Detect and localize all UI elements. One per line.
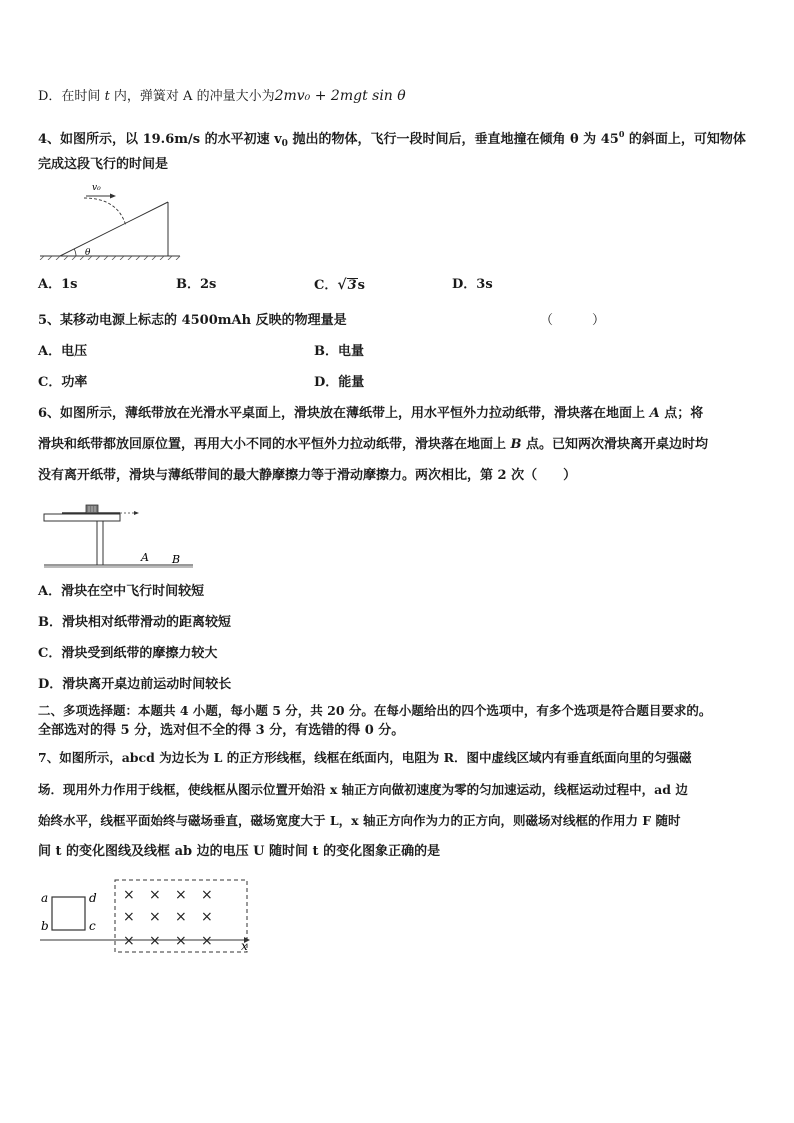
- q5-option-c: C．功率: [38, 375, 88, 390]
- q7-stem-line2: 场．现用外力作用于线框，使线框从图示位置开始沿 x 轴正方向做初速度为零的匀加速运动，线框运动过程中，ad 边: [38, 782, 688, 797]
- q4-option-c: C．√3s: [314, 277, 365, 293]
- q3-option-d-mid: 内，弹簧对 A 的冲量大小为: [109, 89, 275, 104]
- field-cross: ×: [175, 909, 187, 925]
- field-cross: ×: [175, 933, 187, 949]
- q6-line2-a: 滑块和纸带都放回原位置，再用大小不同的水平恒外力拉动纸带，滑块落在地面上: [38, 437, 511, 452]
- q6-line2-b: 点。已知两次滑块离开桌边时均: [521, 437, 709, 452]
- q4-stem-line2: 完成这段飞行的时间是: [38, 157, 169, 172]
- section2-line2: 全部选对的得 5 分，选对但不全的得 3 分，有选错的得 0 分。: [38, 723, 405, 738]
- q4-option-a: A．1s: [38, 277, 78, 292]
- corner-b: b: [41, 919, 49, 933]
- q7-stem-line3: 始终水平，线框平面始终与磁场垂直，磁场宽度大于 L，x 轴正方向作为力的正方向，则磁场对线框的作用力 F 随时: [38, 813, 681, 828]
- corner-d: d: [89, 891, 97, 905]
- theta-label: θ: [85, 248, 91, 258]
- q6-option-c: C．滑块受到纸带的摩擦力较大: [38, 646, 218, 661]
- q6-option-a: A．滑块在空中飞行时间较短: [38, 584, 205, 599]
- q5-option-a: A．电压: [38, 344, 88, 359]
- q3-option-d-t: t: [104, 89, 110, 104]
- q4-option-c-radicand: 3: [347, 278, 357, 293]
- table-top: [44, 514, 120, 521]
- q5-answer-blank: （ ）: [540, 313, 606, 328]
- q3-option-d: [38, 88, 406, 105]
- q4-stem-a: 4、如图所示，以 19.6m/s 的水平初速 v: [38, 132, 282, 147]
- field-cross: ×: [149, 933, 161, 949]
- q6-stem-line3: 没有离开纸带，滑块与薄纸带间的最大静摩擦力等于滑动摩擦力。两次相比，第 2 次（ ）: [38, 468, 577, 483]
- pull-arrowhead: [134, 511, 139, 515]
- field-cross: ×: [201, 887, 213, 903]
- q7-magnetic-field-figure: [38, 876, 256, 956]
- q4-option-c-unit: s: [357, 278, 365, 293]
- field-cross: ×: [149, 887, 161, 903]
- q4-stem-a-sub: 0: [281, 139, 288, 149]
- q4-incline-figure: [38, 178, 183, 260]
- q4-stem-line1: [38, 126, 746, 152]
- field-cross: ×: [201, 933, 213, 949]
- q3-option-d-formula: 2mv₀ + 2mgt sin θ: [274, 88, 406, 104]
- field-cross: ×: [123, 909, 135, 925]
- q4-stem-b: 抛出的物体，飞行一段时间后，垂直地撞在倾角 θ 为 45: [287, 132, 619, 147]
- q6-table-figure: [38, 494, 198, 572]
- q6-stem-line1: [38, 406, 703, 422]
- q3-option-d-prefix: D．在时间: [38, 89, 105, 104]
- field-cross: ×: [149, 909, 161, 925]
- field-cross: ×: [175, 887, 187, 903]
- q7-stem-line1: 7、如图所示，abcd 为边长为 L 的正方形线框，线框在纸面内，电阻为 R．图中虚线区域内有垂直纸面向里的匀强磁: [38, 750, 692, 765]
- q6-line1-a: 6、如图所示，薄纸带放在光滑水平桌面上，滑块放在薄纸带上，用水平恒外力拉动纸带，滑块落在地面上: [38, 406, 650, 421]
- table-leg: [97, 521, 103, 565]
- label-a: A: [141, 551, 149, 564]
- q6-stem-line2: [38, 437, 708, 453]
- q6-option-b: B．滑块相对纸带滑动的距离较短: [38, 615, 231, 630]
- velocity-label: v₀: [92, 183, 101, 193]
- q6-point-a: A: [649, 406, 660, 421]
- q6-line1-b: 点；将: [659, 406, 704, 421]
- q6-option-d: D．滑块离开桌边前运动时间较长: [38, 677, 232, 692]
- incline-surface: [60, 202, 168, 256]
- square-coil: [52, 897, 85, 930]
- q6-point-b: B: [510, 437, 522, 452]
- corner-a: a: [41, 891, 49, 905]
- field-cross: ×: [123, 887, 135, 903]
- section2-line1: 二、多项选择题：本题共 4 小题，每小题 5 分，共 20 分。在每小题给出的四个选项中，有多个选项是符合题目要求的。: [38, 703, 712, 718]
- q7-stem-line4: 间 t 的变化图线及线框 ab 边的电压 U 随时间 t 的变化图象正确的是: [38, 844, 441, 859]
- field-cross: ×: [201, 909, 213, 925]
- x-axis-label: x: [241, 939, 248, 953]
- q4-option-c-prefix: C．: [314, 278, 338, 293]
- field-cross: ×: [123, 933, 135, 949]
- velocity-arrowhead: [110, 194, 116, 199]
- q4-option-d: D．3s: [452, 277, 493, 292]
- q4-stem-c: 的斜面上，可知物体: [624, 132, 746, 147]
- trajectory: [84, 198, 126, 226]
- q5-option-b: B．电量: [314, 344, 364, 359]
- corner-c: c: [89, 919, 96, 933]
- q4-option-b: B．2s: [176, 277, 217, 292]
- q5-stem: 5、某移动电源上标志的 4500mAh 反映的物理量是: [38, 313, 347, 328]
- theta-arc: [74, 249, 76, 256]
- q4-stem-b-sup: 0: [618, 129, 625, 139]
- ground-hatch: [40, 256, 180, 260]
- label-b: B: [172, 553, 181, 566]
- q5-option-d: D．能量: [314, 375, 365, 390]
